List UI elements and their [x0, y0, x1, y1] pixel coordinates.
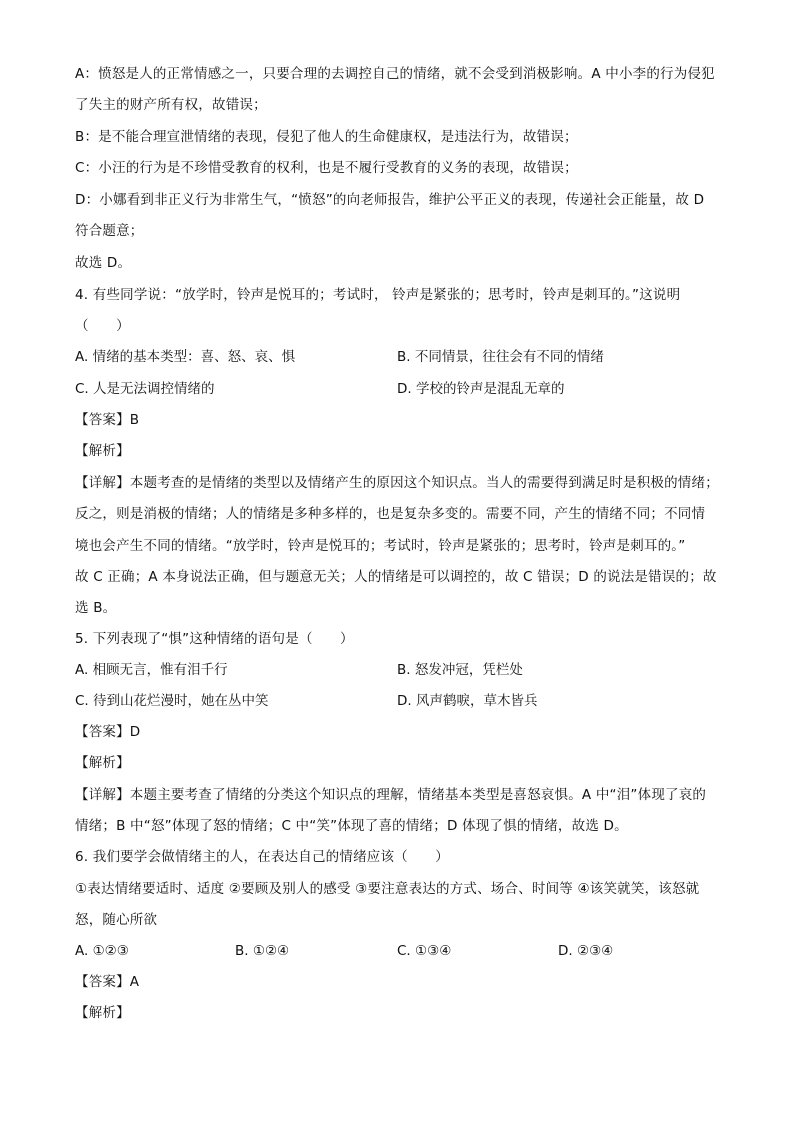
q4-analysis-heading: 【解析】 — [75, 443, 130, 459]
q4-detail-line1: 【详解】本题考查的是情绪的类型以及情绪产生的原因这个知识点。当人的需要得到满足时是积极的情绪； — [75, 475, 719, 491]
q4-option-d: D. 学校的铃声是混乱无章的 — [397, 381, 565, 397]
q6-option-a: A. ①②③ — [75, 943, 129, 959]
q5-option-c: C. 待到山花烂漫时，她在丛中笑 — [75, 693, 269, 709]
q5-detail-line1: 【详解】本题主要考查了情绪的分类这个知识点的理解，情绪基本类型是喜怒哀惧。A 中“泪”体现了哀的 — [75, 787, 707, 803]
q4-detail-line4: 故 C 正确；A 本身说法正确，但与题意无关；人的情绪是可以调控的，故 C 错误；D 的说法是错误的；故 — [75, 569, 717, 585]
q5-stem: 5. 下列表现了“惧”这种情绪的语句是（ ） — [75, 631, 354, 647]
q4-stem-line2: （ ） — [75, 318, 130, 334]
prev-analysis-b: B：是不能合理宣泄情绪的表现，侵犯了他人的生命健康权，是违法行为，故错误； — [75, 129, 578, 145]
q6-option-b: B. ①②④ — [235, 943, 290, 959]
prev-analysis-a-line2: 了失主的财产所有权，故错误； — [75, 97, 267, 113]
q6-items-line2: 怒，随心所欲 — [75, 912, 158, 928]
q4-detail-line3: 境也会产生不同的情绪。“放学时，铃声是悦耳的；考试时，铃声是紧张的；思考时，铃声是刺耳的。” — [75, 538, 686, 554]
prev-analysis-d-line1: D：小娜看到非正义行为非常生气，“愤怒”的向老师报告，维护公平正义的表现，传递社会正能量，故 D — [75, 192, 705, 208]
prev-analysis-c: C：小汪的行为是不珍惜受教育的权利，也是不履行受教育的义务的表现，故错误； — [75, 160, 578, 176]
q4-answer: 【答案】B — [75, 412, 140, 428]
prev-analysis-conclusion: 故选 D。 — [75, 255, 132, 271]
q5-option-a: A. 相顾无言，惟有泪千行 — [75, 662, 228, 678]
q5-option-b: B. 怒发冲冠，凭栏处 — [397, 662, 523, 678]
q5-option-d: D. 风声鹤唳，草木皆兵 — [397, 693, 538, 709]
q6-stem: 6. 我们要学会做情绪主的人，在表达自己的情绪应该（ ） — [75, 849, 449, 865]
q5-analysis-heading: 【解析】 — [75, 755, 130, 771]
prev-analysis-d-line2: 符合题意； — [75, 223, 144, 239]
q6-option-c: C. ①③④ — [397, 943, 452, 959]
q4-detail-line2: 反之，则是消极的情绪；人的情绪是多种多样的，也是复杂多变的。需要不同，产生的情绪不同；不同情 — [75, 506, 706, 522]
prev-analysis-a-line1: A：愤怒是人的正常情感之一，只要合理的去调控自己的情绪，就不会受到消极影响。A 中小李的行为侵犯 — [75, 66, 715, 82]
q6-option-d: D. ②③④ — [558, 943, 614, 959]
q5-detail-line2: 情绪；B 中“怒”体现了怒的情绪；C 中“笑”体现了喜的情绪；D 体现了惧的情绪，故选 D。 — [75, 818, 628, 834]
q4-detail-line5: 选 B。 — [75, 600, 117, 616]
q4-stem-line1: 4. 有些同学说：“放学时，铃声是悦耳的；考试时， 铃声是紧张的；思考时，铃声是刺耳的。”这说明 — [75, 287, 681, 303]
q6-answer: 【答案】A — [75, 974, 140, 990]
q5-answer: 【答案】D — [75, 724, 141, 740]
q6-items-line1: ①表达情绪要适时、适度 ②要顾及别人的感受 ③要注意表达的方式、场合、时间等 ④该笑就笑，该怒就 — [75, 881, 700, 897]
q4-option-c: C. 人是无法调控情绪的 — [75, 381, 215, 397]
q6-analysis-heading: 【解析】 — [75, 1005, 130, 1021]
q4-option-b: B. 不同情景，往往会有不同的情绪 — [397, 349, 604, 365]
q4-option-a: A. 情绪的基本类型：喜、怒、哀、惧 — [75, 349, 296, 365]
